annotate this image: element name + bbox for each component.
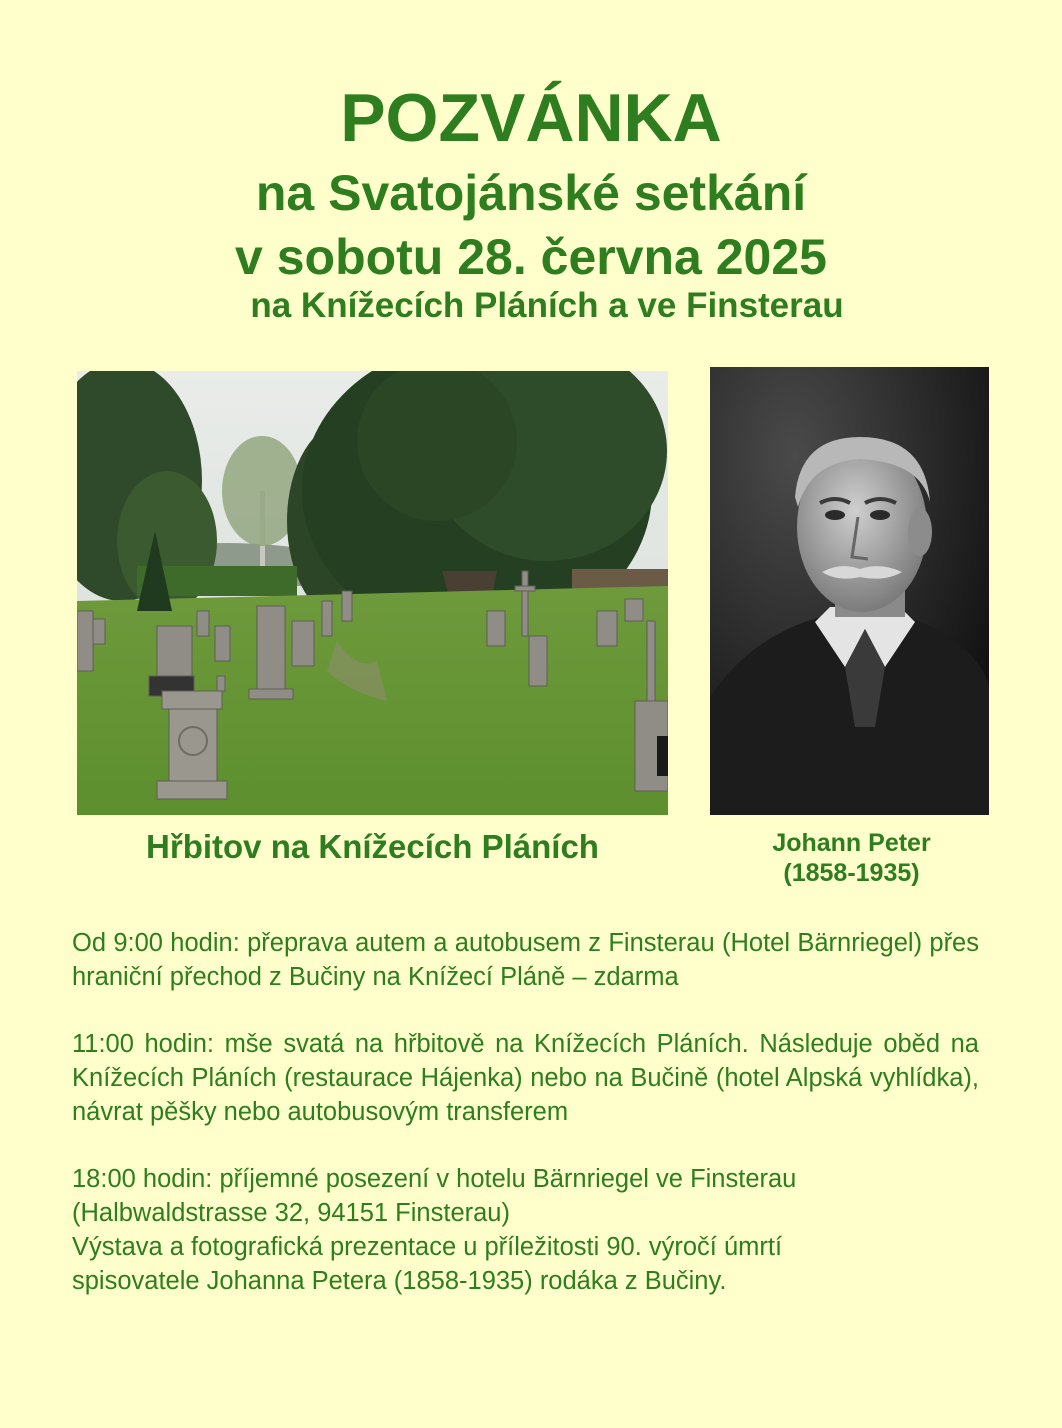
event-name: na Svatojánské setkání <box>255 165 807 221</box>
program-evening-line2: (Halbwaldstrasse 32, 94151 Finsterau) <box>72 1199 510 1227</box>
johann-peter-portrait <box>710 367 989 815</box>
portrait-caption <box>710 828 993 888</box>
event-date: v sobotu 28. června 2025 <box>235 229 827 285</box>
portrait-caption-years: (1858-1935) <box>783 859 920 887</box>
portrait-caption-name: Johann Peter <box>772 829 931 857</box>
program-evening-line3: Výstava a fotografická prezentace u příležitosti 90. výročí úmrtí <box>72 1233 783 1261</box>
program-evening-line4: spisovatele Johanna Petera (1858-1935) rodáka z Bučiny. <box>72 1267 727 1295</box>
program-noon: 11:00 hodin: mše svatá na hřbitově na Knížecích Pláních. Následuje oběd na Knížecích Pláních (restaurace Hájenka) nebo na Bučině (hotel Alpská vyhlídka), návrat pěšky nebo autobusovým transferem <box>72 1030 979 1126</box>
cemetery-caption: Hřbitov na Knížecích Pláních <box>146 828 599 865</box>
event-location: na Knížecích Pláních a ve Finsterau <box>250 286 844 325</box>
program-morning: Od 9:00 hodin: přeprava autem a autobusem z Finsterau (Hotel Bärnriegel) přes hraniční přechod z Bučiny na Knížecí Pláně – zdarma <box>72 929 979 991</box>
cemetery-photo <box>77 371 668 815</box>
program-evening-line1: 18:00 hodin: příjemné posezení v hotelu Bärnriegel ve Finsterau <box>72 1165 797 1193</box>
page-title: POZVÁNKA <box>340 80 722 156</box>
program-evening <box>72 1162 979 1298</box>
